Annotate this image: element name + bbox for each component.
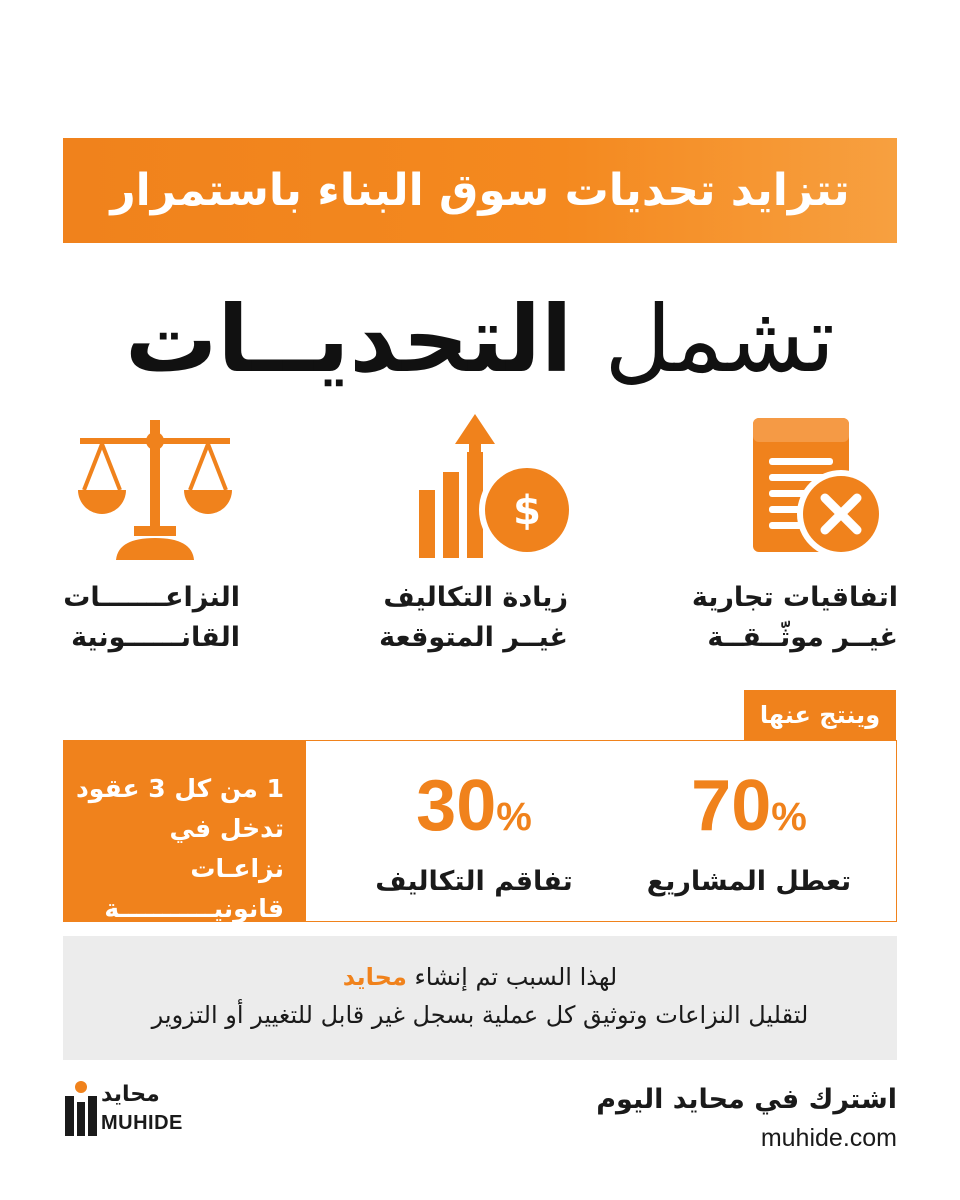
stat-value (344, 761, 604, 862)
stat-unit: % (771, 795, 807, 839)
challenge-line: غيــر المتوقعة (379, 622, 568, 653)
document-x-icon (735, 410, 935, 570)
headline-part1: تشمل (604, 286, 836, 393)
challenge-line: غيــر موثّــقــة (707, 622, 898, 653)
top-banner (63, 138, 897, 243)
stat-value (619, 761, 879, 862)
stat-number: 70 (691, 766, 772, 846)
banner-title: تتزايد تحديات سوق البناء باستمرار (110, 165, 850, 216)
cta-text: اشترك في محايد اليوم (596, 1084, 897, 1115)
reason-line1 (63, 958, 897, 996)
challenge-line: القانــــــونية (71, 622, 240, 653)
reason-brand: محايد (342, 963, 407, 991)
svg-text:$: $ (513, 488, 541, 534)
website-link[interactable]: muhide.com (760, 1124, 897, 1152)
highlight-line: تدخل في نزاعـات (169, 814, 284, 883)
muhide-logo-mark-icon (63, 1080, 99, 1138)
challenge-label-costs (328, 578, 568, 658)
headline-part2: التحديــات (124, 286, 573, 393)
stat-number: 30 (416, 766, 497, 846)
challenge-line: اتفاقيات تجارية (691, 582, 898, 613)
headline (40, 280, 920, 400)
stat-unit: % (496, 795, 532, 839)
stats-box (63, 740, 897, 922)
highlight-line: 1 من كل 3 عقود (75, 774, 284, 803)
logo-english: MUHIDE (101, 1112, 183, 1134)
contracts-dispute-stat (64, 741, 306, 921)
reason-prefix: لهذا السبب تم إنشاء (414, 963, 618, 991)
muhide-logo (63, 1080, 203, 1140)
call-to-action (596, 1080, 897, 1156)
cost-increase-icon (405, 410, 605, 570)
stat-label: تعطل المشاريع (646, 866, 852, 897)
stat-label: تفاقم التكاليف (375, 866, 573, 897)
challenge-line: زيادة التكاليف (383, 582, 568, 613)
scales-icon (72, 410, 272, 570)
challenge-label-agreements (658, 578, 898, 658)
reason-line2: لتقليل النزاعات وتوثيق كل عملية بسجل غير قابل للتغيير أو التزوير (151, 1001, 809, 1029)
stat-projects (619, 761, 879, 902)
stat-costs (344, 761, 604, 902)
challenge-label-disputes (0, 578, 240, 658)
logo-arabic: محايد (101, 1082, 160, 1107)
highlight-line: قانونيـــــــــــة (104, 894, 284, 923)
consequence-tag: وينتج عنها (744, 690, 896, 740)
reason-box (63, 936, 897, 1060)
challenge-line: النزاعـــــــات (63, 582, 240, 613)
